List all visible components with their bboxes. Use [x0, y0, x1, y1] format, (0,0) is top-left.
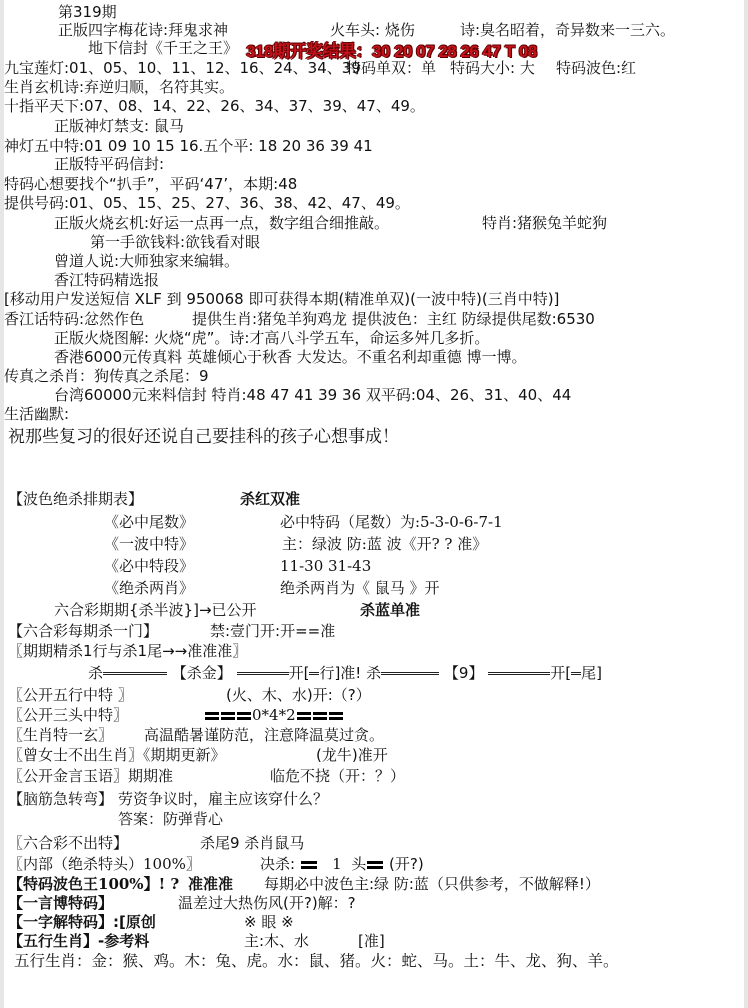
envelope-title: 地下信封《千王之王》	[88, 39, 239, 57]
internal-kill	[260, 855, 424, 874]
kill-tail-box: 【9】	[443, 664, 484, 682]
open-text: 开[	[288, 664, 310, 682]
wave-row-value: 必中特码（尾数）为:5-3-0-6-7-1	[280, 513, 503, 531]
shizhi-numbers: 十指平天下:07、08、14、22、26、34、37、39、47、49。	[4, 97, 425, 115]
provided-numbers: 提供号码:01、05、15、25、27、36、38、42、47、49。	[4, 194, 410, 212]
brain-label: 【脑筋急转弯】	[8, 790, 114, 808]
block-mark	[329, 712, 343, 720]
double-line	[103, 672, 167, 675]
shendeng-forbid: 正版神灯禁支: 鼠马	[54, 117, 184, 135]
three-heads-label: 〖公开三头中特〗	[8, 706, 129, 724]
odd-even: 特码单双：单	[346, 59, 437, 77]
wuxing-value: 主:木、水	[244, 932, 310, 950]
kill-row	[88, 664, 602, 683]
special-hint: 特码心想要找个“扒手”，平码‘47’，本期:48	[4, 175, 298, 193]
provide-zodiac: 提供生肖:猪兔羊狗鸡龙 提供波色：主红 防绿提供尾数:6530	[192, 310, 595, 328]
block-mark	[367, 861, 383, 869]
kill-door-value: 禁:壹门开:开==准	[210, 622, 336, 640]
block-mark	[301, 861, 317, 869]
block-mark	[313, 712, 327, 720]
result-banner: 318期开奖结果：30 20 07 28 26 47 T 08	[246, 42, 537, 61]
wave-row-value: 11-30 31-43	[280, 557, 372, 575]
fax-kill: 传真之杀肖：狗传真之杀尾：9	[4, 367, 209, 385]
hk-fax: 香港6000元传真料 英雄倾心于秋香 大发达。不重名利却重德 博一博。	[54, 348, 527, 366]
first-hand: 第一手欲钱料:欲钱看对眼	[90, 233, 261, 251]
internal-num: 1	[332, 855, 342, 873]
half-wave: 六合彩期期{杀半波}]→已公开	[54, 601, 257, 619]
zeng-says: 曾道人说:大师独家来编辑。	[54, 252, 240, 270]
internal-kill-label: 决杀:	[260, 855, 296, 873]
double-line	[309, 672, 319, 675]
issue-number: 第319期	[58, 3, 117, 21]
wave-row-label: 《一波中特》	[104, 535, 195, 553]
tw-envelope: 台湾60000元来料信封 特肖:48 47 41 39 36 双平码:04、26、31、40、44	[54, 386, 572, 404]
humor-text: 祝那些复习的很好还说自己要挂科的孩子心想事成！	[8, 427, 399, 447]
zodiac-one-label: 〖生肖特一玄〗	[8, 726, 114, 744]
three-heads	[204, 706, 344, 725]
wave-row-label: 《必中尾数》	[104, 513, 195, 531]
xiangjiang-title: 香江特码精选报	[54, 271, 160, 289]
envelope-two: 正版特平码信封:	[54, 155, 165, 173]
train-head: 火车头: 烧伤	[330, 21, 415, 39]
golden-label: 〖公开金言玉语〗期期准	[8, 767, 174, 785]
internal-open: (开?)	[389, 855, 424, 873]
wave-row-value: 主：绿波 防:蓝 波《开? ? 准》	[282, 535, 488, 553]
jiubao-numbers: 九宝莲灯:01、05、10、11、12、16、24、34、39	[4, 59, 361, 77]
not-out-label: 〖六合彩不出特】	[8, 834, 129, 852]
half-wave-kill: 杀蓝单准	[360, 601, 421, 619]
one-word-label: 【一言博特码】	[8, 894, 114, 912]
kill-metal-box: 【杀金】	[171, 664, 232, 682]
internal-label: 〖内部（绝杀特头）100%〗	[8, 855, 201, 873]
zodiac-poem: 生肖玄机诗:弃逆归顺，名符其实。	[4, 78, 235, 96]
zeng-value: (龙牛)准开	[316, 746, 388, 764]
double-line	[381, 672, 439, 675]
wave-row-label: 《必中特段》	[104, 557, 195, 575]
fire-mystery: 正版火烧玄机:好运一点再一点，数字组合细推敲。	[54, 214, 390, 232]
page-right-border	[744, 0, 748, 1008]
humor-label: 生活幽默:	[4, 405, 70, 423]
wave-king-label: 【特码波色王100%】! ?	[8, 875, 180, 893]
wuxing-label: 【五行生肖】-参考料	[8, 932, 150, 950]
kill-row-label: 〖期期精杀1行与杀1尾→→准准准〗	[8, 642, 248, 660]
kill-text: 杀	[88, 664, 104, 682]
golden-value: 临危不挠（开：？）	[270, 767, 406, 785]
wave-color: 特码波色:红	[556, 59, 637, 77]
double-line	[571, 672, 581, 675]
not-out-value: 杀尾9 杀肖鼠马	[200, 834, 305, 852]
wave-king-accuracy: 准准准	[188, 875, 234, 893]
one-word-value: 温差过大热伤风(开?)解：?	[178, 894, 356, 912]
sms-ad: [移动用户发送短信 XLF 到 950068 即可获得本期(精准单双)(一波中特)(三肖中特)]	[4, 290, 560, 308]
three-heads-value: 0*4*2	[252, 706, 296, 724]
header-poem: 诗:臭名昭着，奇异数来一三六。	[460, 21, 676, 39]
xiangjiang-talk: 香江话特码:忿然作色	[4, 310, 145, 328]
one-char-value: ※ 眼 ※	[244, 913, 294, 931]
wave-table-kill: 杀红双准	[240, 490, 301, 508]
fire-diagram: 正版火烧图解: 火烧“虎”。诗:才高八斗学五车，命运多舛几多折。	[54, 329, 490, 347]
block-mark	[205, 712, 219, 720]
wave-king-value: 每期必中波色主:绿 防:蓝（只供参考，不做解释!）	[264, 875, 600, 893]
block-mark	[237, 712, 251, 720]
plum-poem: 正版四字梅花诗:拜鬼求神	[58, 21, 229, 39]
one-char-label: 【一字解特码】:[原创	[8, 913, 156, 931]
wave-row-label: 《绝杀两肖》	[104, 579, 195, 597]
zeng-label: 〖曾女士不出生肖〗《期期更新》	[8, 746, 226, 764]
kill-door-label: 【六合彩每期杀一门】	[8, 622, 159, 640]
five-elements-value: (火、木、水)开:（?）	[226, 686, 371, 704]
special-zodiac: 特肖:猪猴兔羊蛇狗	[482, 214, 608, 232]
row-accuracy: 行]准!	[319, 664, 362, 682]
wave-table-title: 【波色绝杀排期表】	[8, 490, 144, 508]
open-text: 开[	[550, 664, 572, 682]
wave-row-value: 绝杀两肖为《 鼠马 》开	[280, 579, 440, 597]
double-line	[488, 672, 550, 675]
five-elements-label: 〖公开五行中特 〗	[8, 686, 133, 704]
wuxing-accuracy: [准]	[358, 932, 385, 950]
brain-question: 劳资争议时，雇主应该穿什么？	[118, 790, 329, 808]
kill-text: 杀	[366, 664, 382, 682]
block-mark	[221, 712, 235, 720]
size: 特码大小: 大	[450, 59, 535, 77]
double-line	[237, 672, 289, 675]
tail-text: 尾]	[581, 664, 602, 682]
wuxing-list: 五行生肖：金：猴、鸡。木：兔、虎。水：鼠、猪。火：蛇、马。土：牛、龙、狗、羊。	[14, 952, 619, 970]
zodiac-one-value: 高温酷暑谨防范，注意降温莫过贪。	[144, 726, 385, 744]
internal-head: 头	[351, 855, 367, 873]
brain-answer: 答案：防弹背心	[118, 810, 224, 828]
block-mark	[297, 712, 311, 720]
shendeng-five: 神灯五中特:01 09 10 15 16.五个平: 18 20 36 39 41	[4, 137, 373, 155]
